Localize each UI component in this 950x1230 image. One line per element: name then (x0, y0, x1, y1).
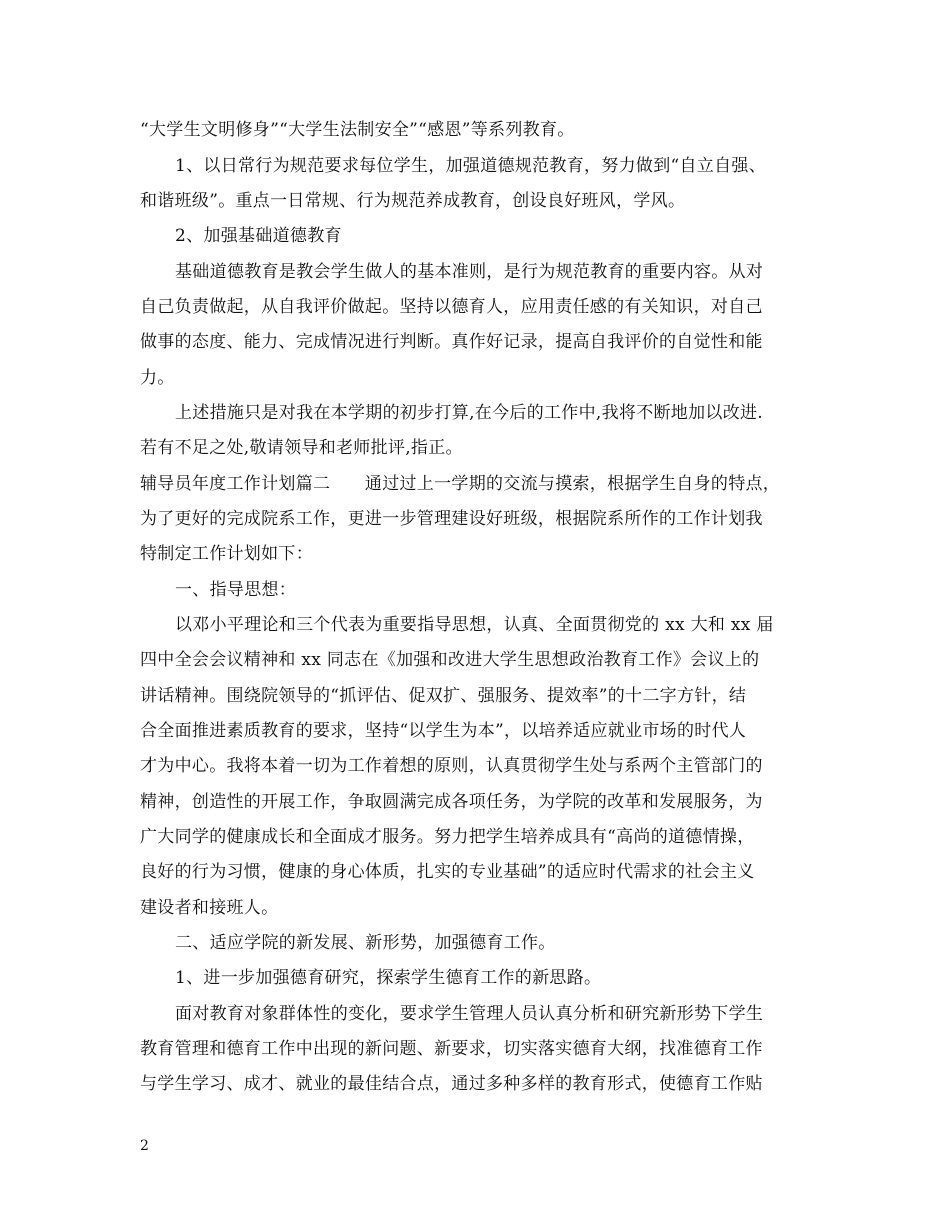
page-number: 2 (140, 1138, 149, 1154)
text-line: 2、加强基础道德教育 (175, 226, 342, 246)
text-line: 以邓小平理论和三个代表为重要指导思想，认真、全面贯彻党的 xx 大和 xx 届 (175, 615, 774, 635)
text-line: 教育管理和德育工作中出现的新问题、新要求，切实落实德育大纲，找准德育工作 (140, 1039, 763, 1059)
text-line: 做事的态度、能力、完成情况进行判断。真作好记录，提高自我评价的自觉性和能 (140, 332, 763, 352)
text-line: 精神，创造性的开展工作，争取圆满完成各项任务，为学院的改革和发展服务，为 (140, 792, 763, 812)
text-line: 自己负责做起，从自我评价做起。坚持以德育人，应用责任感的有关知识，对自己 (140, 297, 763, 317)
text-line: 讲话精神。围绕院领导的“抓评估、促双扩、强服务、提效率”的十二字方针，结 (140, 686, 747, 706)
section-heading: 二、适应学院的新发展、新形势，加强德育工作。 (175, 933, 556, 953)
text-line: 建设者和接班人。 (140, 898, 279, 918)
text-line: 合全面推进素质教育的要求，坚持“以学生为本”，以培养适应就业市场的时代人 (140, 721, 747, 741)
text-line: 若有不足之处,敬请领导和老师批评,指正。 (140, 438, 463, 458)
text-line: 良好的行为习惯，健康的身心体质，扎实的专业基础”的适应时代需求的社会主义 (140, 862, 755, 882)
text-line: 和谐班级”。重点一日常规、行为规范养成教育，创设良好班风，学风。 (140, 191, 686, 211)
text-line: 特制定工作计划如下： (140, 544, 313, 564)
text-line: 上述措施只是对我在本学期的初步打算,在今后的工作中,我将不断地加以改进. (175, 403, 764, 423)
text-line: 四中全会会议精神和 xx 同志在《加强和改进大学生思想政治教育工作》会议上的 (140, 650, 760, 670)
text-line: 为了更好的完成院系工作，更进一步管理建设好班级，根据院系所作的工作计划我 (140, 509, 763, 529)
text-line: 与学生学习、成才、就业的最佳结合点，通过多种多样的教育形式，使德育工作贴 (140, 1074, 763, 1094)
text-line: 广大同学的健康成长和全面成才服务。努力把学生培养成具有“高尚的道德情操， (140, 827, 755, 847)
text-line: “大学生文明修身”“大学生法制安全”“感恩”等系列教育。 (140, 120, 575, 140)
text-line: 才为中心。我将本着一切为工作着想的原则，认真贯彻学生处与系两个主管部门的 (140, 756, 763, 776)
section-heading: 一、指导思想： (175, 580, 297, 600)
text-line: 1、以日常行为规范要求每位学生，加强道德规范教育，努力做到“自立自强、 (175, 156, 767, 176)
text-line: 辅导员年度工作计划篇二 通过过上一学期的交流与摸索，根据学生自身的特点， (140, 474, 781, 494)
text-line: 1、进一步加强德育研究，探索学生德育工作的新思路。 (175, 968, 602, 988)
text-line: 力。 (140, 368, 175, 388)
text-line: 面对教育对象群体性的变化，要求学生管理人员认真分析和研究新形势下学生 (175, 1004, 764, 1024)
text-line: 基础道德教育是教会学生做人的基本准则，是行为规范教育的重要内容。从对 (175, 262, 764, 282)
